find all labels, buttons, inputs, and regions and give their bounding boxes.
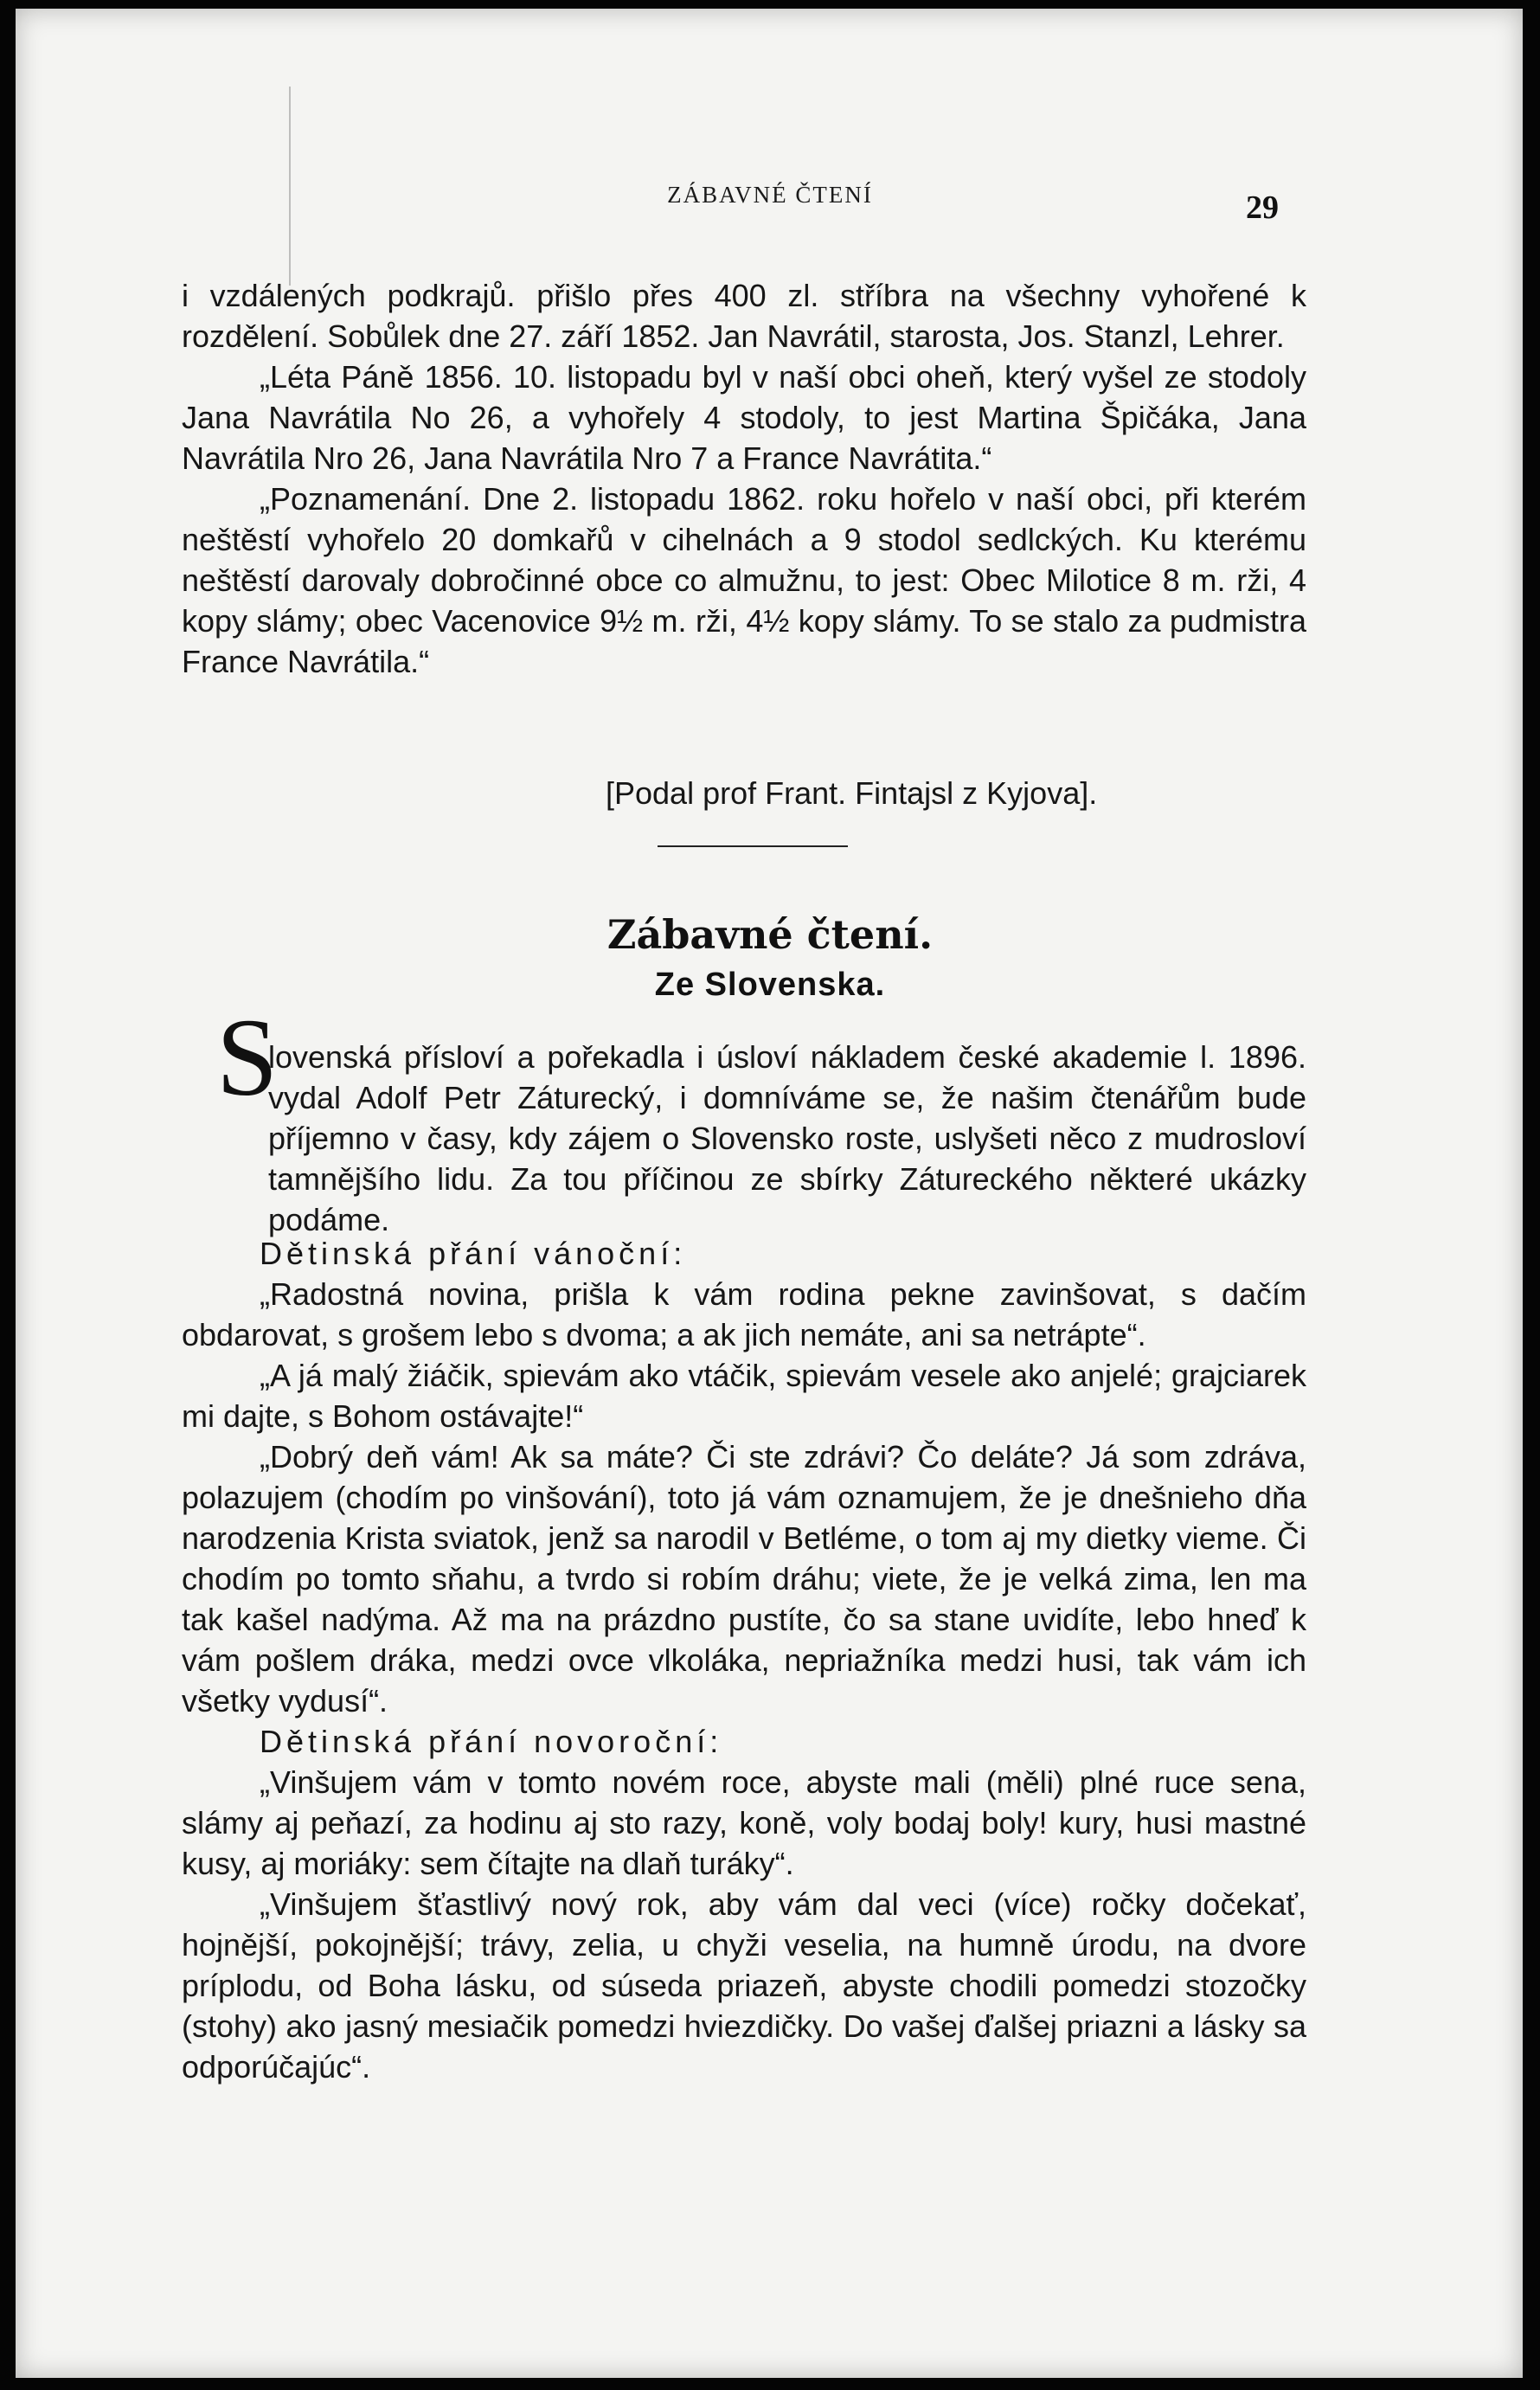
top-text-block — [182, 275, 1306, 682]
signature-wrap — [606, 773, 1298, 813]
paragraph: „Vinšujem vám v tomto novém roce, abyste mali (měli) plné ruce sena, slámy aj peňazí, za hodinu aj sto razy, koně, voly bodaj boly! kury, husi mastné kusy, aj moriáky: sem čítajte na dlaň turáky“. — [182, 1764, 1306, 1881]
section-title: Zábavné čtení. — [606, 911, 934, 958]
christmas-block — [182, 1233, 1306, 2087]
paragraph: „Radostná novina, prišla k vám rodina pekne zavinšovat, s dačím obdarovat, s grošem lebo s dvoma; a ak jich nemáte, ani sa netrápte“. — [182, 1276, 1306, 1352]
paragraph: „Dobrý deň vám! Ak sa máte? Či ste zdrávi? Čo deláte? Já som zdráva, polazujem (chodím po vinšování), toto já vám oznamujem, že je dnešnieho dňa narodzenia Krista sviatok, jenž sa narodil v Betléme, o tom aj my dietky vieme. Či chodím po tomto sňahu, a tvrdo si robím dráhu; viete, že je velká zima, len ma tak kašel nadýma. Až ma na prázdno pustíte, čo sa stane uvidíte, lebo hneď k vám pošlem dráka, medzi ovce vlkoláka, nepriažníka medzi husi, tak vám ich všetky vydusí“. — [182, 1439, 1306, 1719]
paragraph: „Poznamenání. Dne 2. listopadu 1862. roku hořelo v naší obci, při kterém neštěstí vyhořelo 20 domkařů v cihelnách a 9 stodol sedlckých. Ku kterému neštěstí darovaly dobročinné obce co almužnu, to jest: Obec Milotice 8 m. rži, 4 kopy slámy; obec Vacenovice 9½ m. rži, 4½ kopy slámy. To se stalo za pudmistra France Navrátila.“ — [182, 481, 1306, 679]
subsection-heading: Dětinská přání vánoční: — [260, 1236, 687, 1271]
page-number: 29 — [1246, 190, 1279, 226]
signature: [Podal prof Frant. Fintajsl z Kyjova]. — [606, 775, 1098, 811]
intro-text — [225, 1037, 1306, 1240]
paragraph: „Léta Páně 1856. 10. listopadu byl v naší obci oheň, který vyšel ze stodoly Jana Navrátila No 26, a vyhořely 4 stodoly, to jest Martina Špičáka, Jana Navrátila Nro 26, Jana Navrátila Nro 7 a France Navrátita.“ — [182, 359, 1306, 476]
section-subtitle: Ze Slovenska. — [654, 967, 886, 1003]
running-header: ZÁBAVNÉ ČTENÍ — [667, 182, 873, 208]
paragraph: i vzdálených podkrajů. přišlo přes 400 zl. stříbra na všechny vyhořené k rozdělení. Sobůlek dne 27. září 1852. Jan Navrátil, starosta, Jos. Stanzl, Lehrer. — [182, 278, 1306, 354]
drop-cap: S — [216, 996, 279, 1119]
intro-paragraph: lovenská přísloví a pořekadla i úsloví nákladem české akademie l. 1896. vydal Adolf Petr Záturecký, i domníváme se, že našim čtenářům bude příjemno v časy, kdy zájem o Slovensko roste, uslyšeti něco z mudrosloví tamnějšího lidu. Za tou příčinou ze sbírky Zátureckého některé ukázky podáme. — [268, 1039, 1306, 1237]
section-divider — [658, 845, 848, 847]
binding-mark — [289, 87, 291, 286]
subsection-heading: Dětinská přání novoroční: — [260, 1724, 723, 1759]
paragraph: „A já malý žiáčik, spievám ako vtáčik, spievám vesele ako anjelé; grajciarek mi dajte, s Bohom ostávajte!“ — [182, 1358, 1306, 1434]
paragraph: „Vinšujem šťastlivý nový rok, aby vám dal veci (více) ročky dočekať, hojnější, pokojnější; trávy, zelia, u chyži veselia, na humně úrodu, na dvore príplodu, od Boha lásku, od súseda priazeň, abyste chodili pomedzi stozočky (stohy) ako jasný mesiačik pomedzi hviezdičky. Do vašej ďalšej priazni a lásky sa odporúčajúc“. — [182, 1886, 1306, 2085]
